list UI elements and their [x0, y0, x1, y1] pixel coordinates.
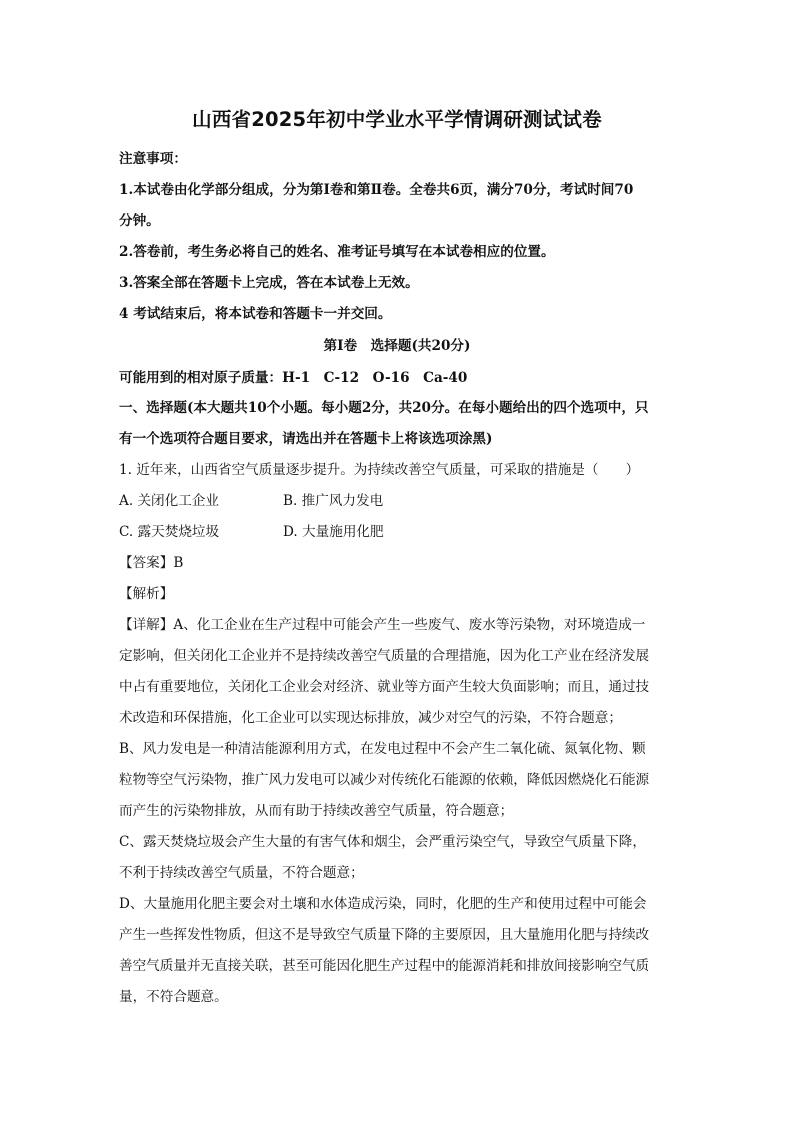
notice-heading: 注意事项： [119, 151, 187, 167]
atomic-masses: 可能用到的相对原子质量：H-1 C-12 O-16 Ca-40 [119, 370, 468, 386]
analysis-line: 中占有重要地位，关闭化工企业会对经济、就业等方面产生较大负面影响；而且，通过技 [119, 679, 650, 695]
analysis-line: 定影响，但关闭化工企业并不是持续改善空气质量的合理措施，因为化工产业在经济发展 [119, 648, 650, 664]
analysis-line: 粒物等空气污染物，推广风力发电可以减少对传统化石能源的依赖，降低因燃烧化石能源 [119, 772, 650, 788]
option-a: A. 关闭化工企业 [119, 493, 220, 509]
section-title: 第Ⅰ卷 选择题(共20分) [323, 338, 471, 354]
analysis-line: 量，不符合题意。 [119, 989, 228, 1005]
analysis-heading: 【解析】 [119, 586, 174, 602]
notice-item-1: 1.本试卷由化学部分组成，分为第Ⅰ卷和第Ⅱ卷。全卷共6页，满分70分，考试时间70 [119, 182, 634, 198]
part-instructions-line-1: 一、选择题(本大题共10个小题。每小题2分，共20分。在每小题给出的四个选项中，只 [119, 400, 649, 416]
analysis-line: 善空气质量并无直接关联，甚至可能因化肥生产过程中的能源消耗和排放间接影响空气质 [119, 958, 650, 974]
analysis-line: D、大量施用化肥主要会对土壤和水体造成污染，同时，化肥的生产和使用过程中可能会 [119, 896, 647, 912]
exam-title: 山西省2025年初中学业水平学情调研测试试卷 [192, 108, 602, 131]
analysis-line: 术改造和环保措施，化工企业可以实现达标排放，减少对空气的污染，不符合题意； [119, 710, 622, 726]
notice-item-2: 2.答卷前，考生务必将自己的姓名、准考证号填写在本试卷相应的位置。 [119, 244, 555, 260]
analysis-line: 产生一些挥发性物质，但这不是导致空气质量下降的主要原因，且大量施用化肥与持续改 [119, 927, 650, 943]
option-b: B. 推广风力发电 [283, 493, 384, 509]
notice-item-1-cont: 分钟。 [119, 213, 160, 229]
analysis-line: 【详解】A、化工企业在生产过程中可能会产生一些废气、废水等污染物，对环境造成一 [119, 617, 646, 633]
analysis-line: C、露天焚烧垃圾会产生大量的有害气体和烟尘，会严重污染空气，导致空气质量下降， [119, 834, 646, 850]
answer-line: 【答案】B [119, 555, 184, 571]
part-instructions-line-2: 有一个选项符合题目要求，请选出并在答题卡上将该选项涂黑) [119, 431, 493, 447]
option-d: D. 大量施用化肥 [283, 524, 384, 540]
notice-item-3: 3.答案全部在答题卡上完成，答在本试卷上无效。 [119, 275, 419, 291]
analysis-line: B、风力发电是一种清洁能源利用方式，在发电过程中不会产生二氧化硫、氮氧化物、颗 [119, 741, 646, 757]
analysis-line: 而产生的污染物排放，从而有助于持续改善空气质量，符合题意； [119, 803, 514, 819]
analysis-line: 不利于持续改善空气质量，不符合题意； [119, 865, 364, 881]
option-c: C. 露天焚烧垃圾 [119, 524, 220, 540]
notice-item-4: 4 考试结束后，将本试卷和答题卡一并交回。 [119, 306, 392, 322]
question-stem: 1. 近年来，山西省空气质量逐步提升。为持续改善空气质量，可采取的措施是（ ） [119, 462, 640, 478]
